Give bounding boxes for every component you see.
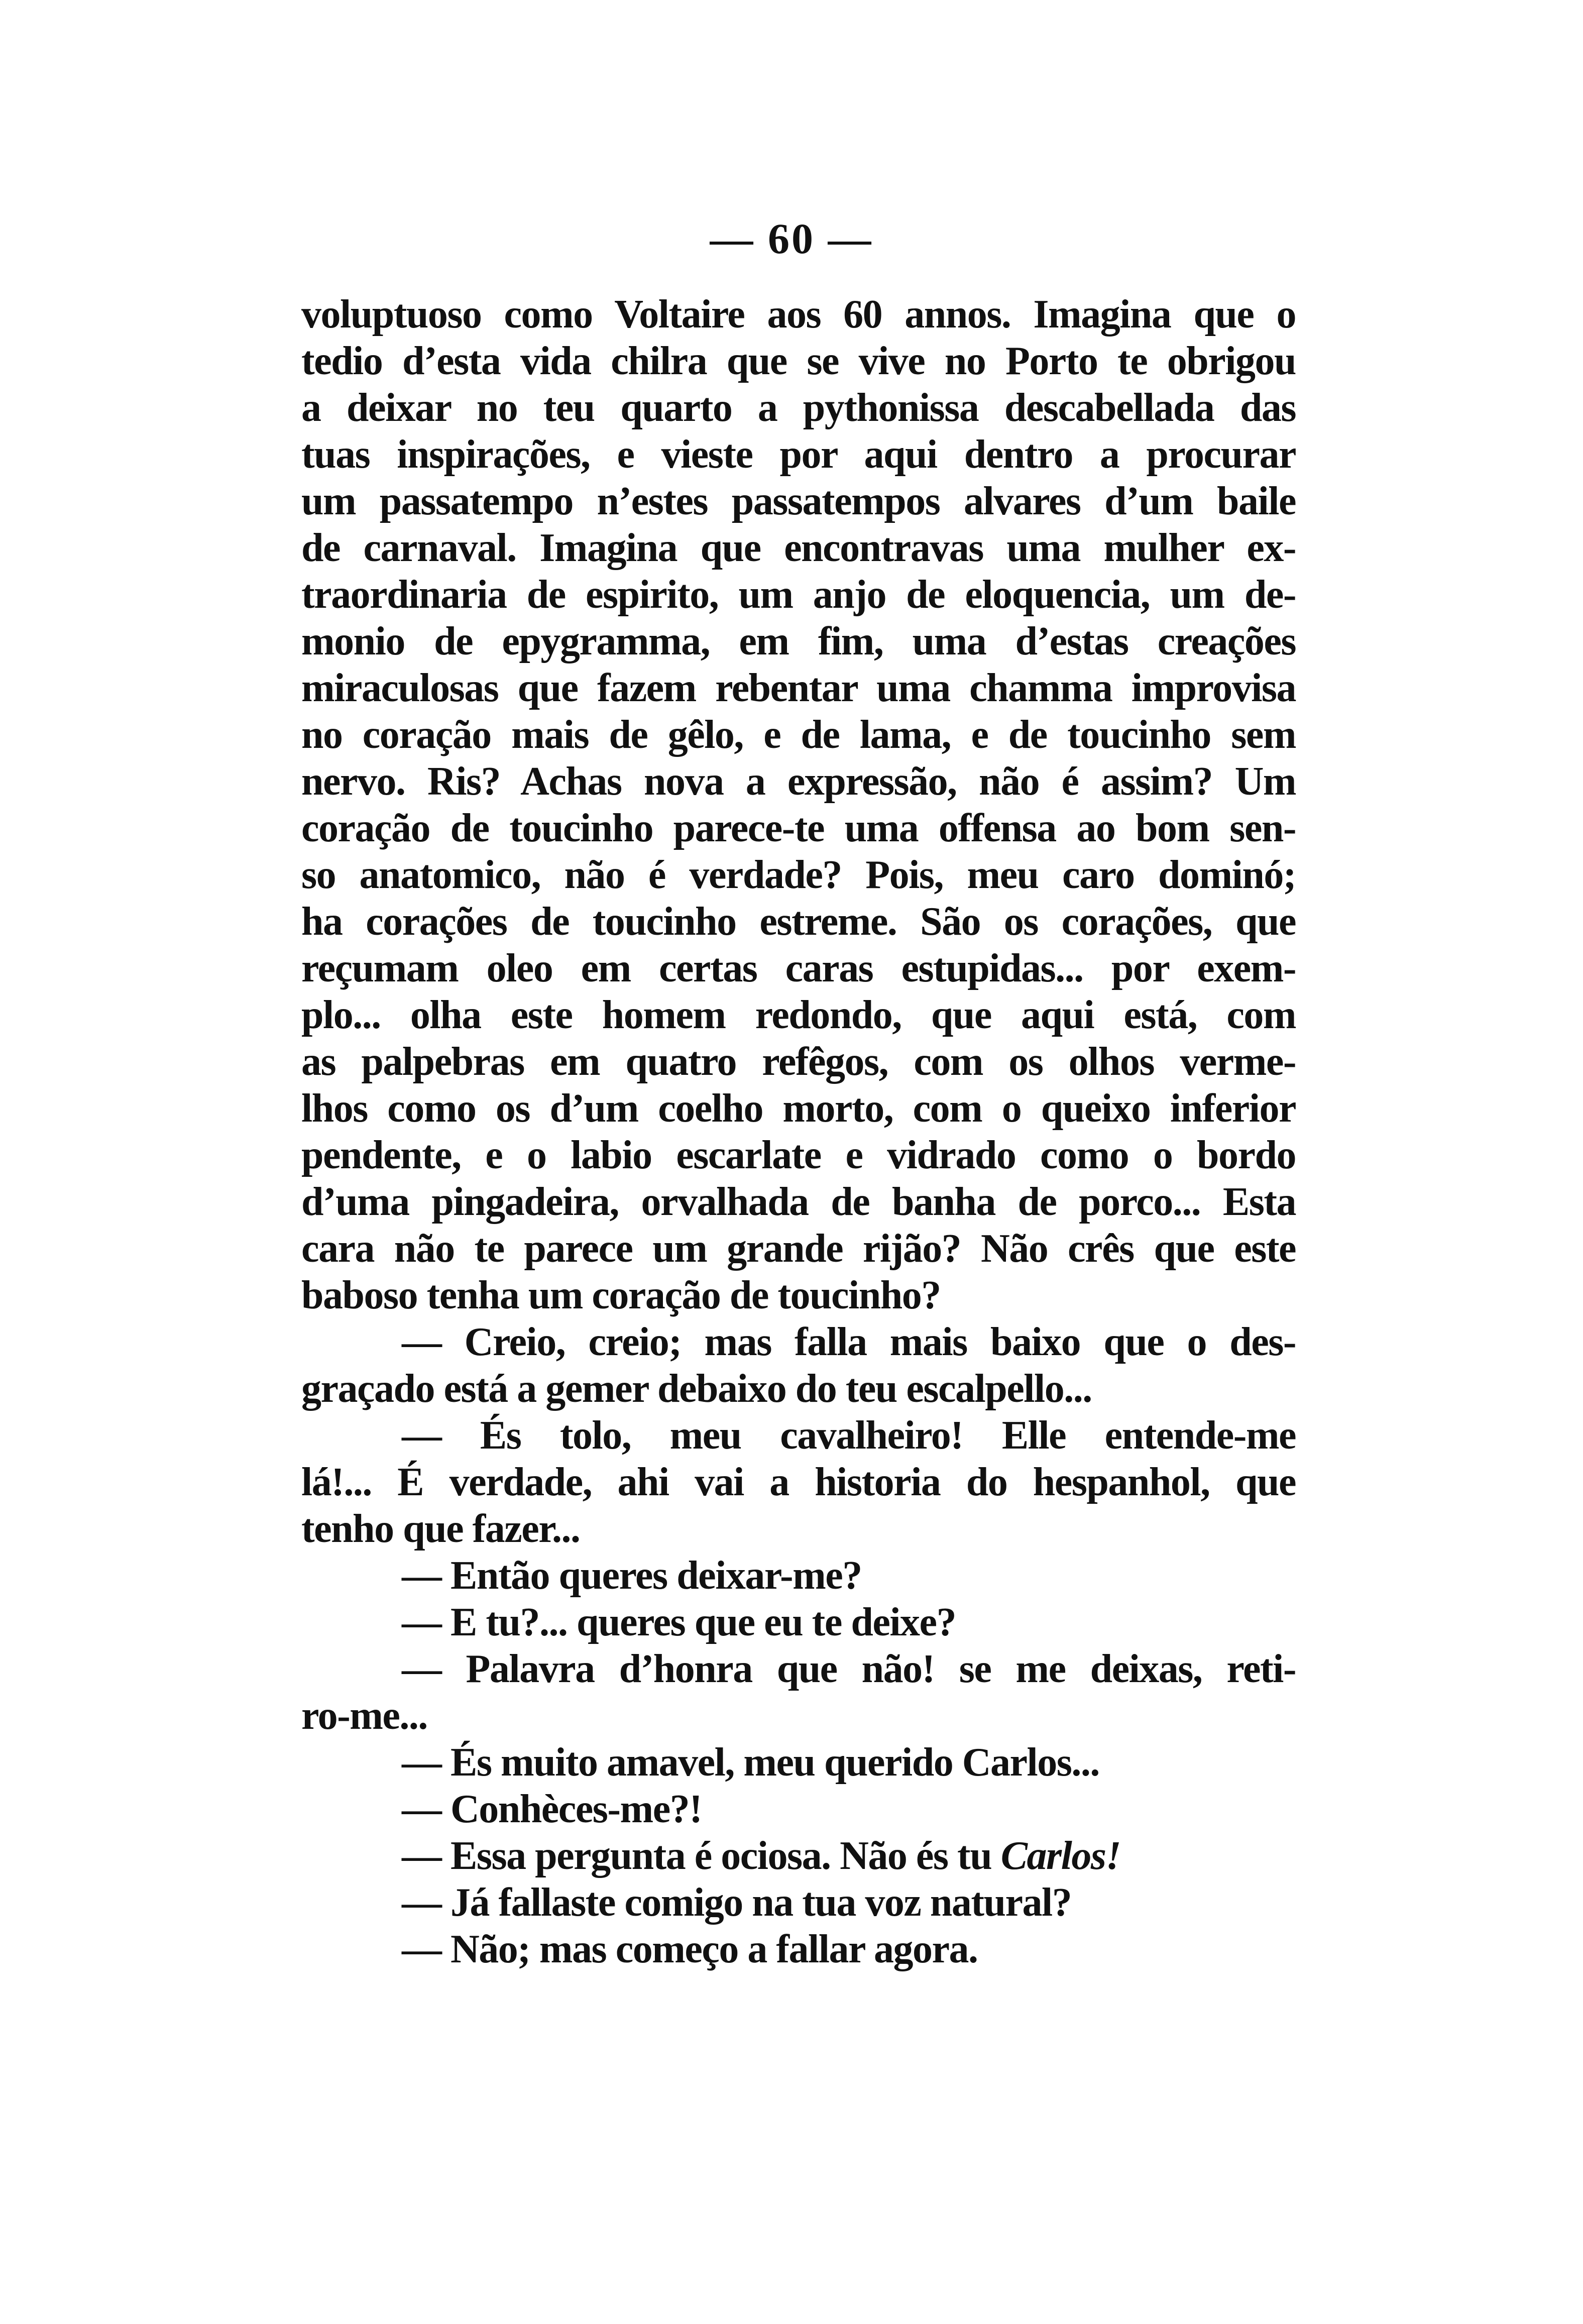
dialogue-line: — És muito amavel, meu querido Carlos...	[402, 1740, 1099, 1785]
dialogue-text: — Essa pergunta é ociosa. Não és tu	[402, 1834, 992, 1878]
text-line: nervo. Ris? Achas nova a expressão, não é assim? Um	[301, 759, 1296, 804]
text-line: plo... olha este homem redondo, que aqui está, com	[301, 993, 1296, 1037]
page-number: — 60 —	[710, 214, 873, 263]
text-line: traordinaria de espirito, um anjo de eloquencia, um de-	[301, 573, 1296, 617]
dialogue-line: — Creio, creio; mas falla mais baixo que o des-	[402, 1320, 1296, 1364]
text-line: miraculosas que fazem rebentar uma chamma improvisa	[301, 666, 1296, 710]
text-line: baboso tenha um coração de toucinho?	[301, 1273, 941, 1317]
dialogue-line	[301, 1833, 1296, 1879]
text-line: tenho que fazer...	[301, 1507, 580, 1551]
text-line: lhos como os d’um coelho morto, com o queixo inferior	[301, 1086, 1296, 1131]
text-line: pendente, e o labio escarlate e vidrado como o bordo	[301, 1133, 1296, 1177]
text-line: de carnaval. Imagina que encontravas uma mulher ex-	[301, 526, 1296, 570]
text-line: voluptuoso como Voltaire aos 60 annos. Imagina que o	[301, 292, 1296, 337]
text-line: as palpebras em quatro refêgos, com os olhos verme-	[301, 1040, 1296, 1084]
dialogue-line: — E tu?... queres que eu te deixe?	[402, 1600, 956, 1644]
text-line: no coração mais de gêlo, e de lama, e de toucinho sem	[301, 713, 1296, 757]
text-line: so anatomico, não é verdade? Pois, meu caro dominó;	[301, 853, 1296, 897]
text-line: coração de toucinho parece-te uma offensa ao bom sen-	[301, 806, 1296, 850]
text-line: tedio d’esta vida chilra que se vive no Porto te obrigou	[301, 339, 1296, 383]
dialogue-line: — És tolo, meu cavalheiro! Elle entende-me	[402, 1413, 1296, 1458]
text-line: lá!... É verdade, ahi vai a historia do hespanhol, que	[301, 1460, 1296, 1504]
text-line: d’uma pingadeira, orvalhada de banha de porco... Esta	[301, 1180, 1296, 1224]
text-line: ro-me...	[301, 1694, 427, 1738]
text-line: graçado está a gemer debaixo do teu escalpello...	[301, 1367, 1092, 1411]
dialogue-line: — Palavra d’honra que não! se me deixas, reti-	[402, 1647, 1296, 1691]
text-line: um passatempo n’estes passatempos alvares d’um baile	[301, 479, 1296, 523]
dialogue-line: — Então queres deixar-me?	[402, 1554, 862, 1598]
text-line: cara não te parece um grande rijão? Não crês que este	[301, 1227, 1296, 1271]
text-body	[301, 291, 1296, 1973]
dialogue-line: — Conhèces-me?!	[402, 1787, 702, 1831]
text-line: monio de epygramma, em fim, uma d’estas creações	[301, 619, 1296, 663]
italic-name: Carlos!	[1000, 1834, 1121, 1878]
text-line: tuas inspirações, e vieste por aqui dentro a procurar	[301, 432, 1296, 477]
text-line: a deixar no teu quarto a pythonissa descabellada das	[301, 386, 1296, 430]
dialogue-line: — Não; mas começo a fallar agora.	[402, 1927, 978, 1971]
text-line: reçumam oleo em certas caras estupidas... por exem-	[301, 946, 1296, 990]
text-line: ha corações de toucinho estreme. São os corações, que	[301, 900, 1296, 944]
dialogue-line: — Já fallaste comigo na tua voz natural?	[402, 1880, 1072, 1925]
